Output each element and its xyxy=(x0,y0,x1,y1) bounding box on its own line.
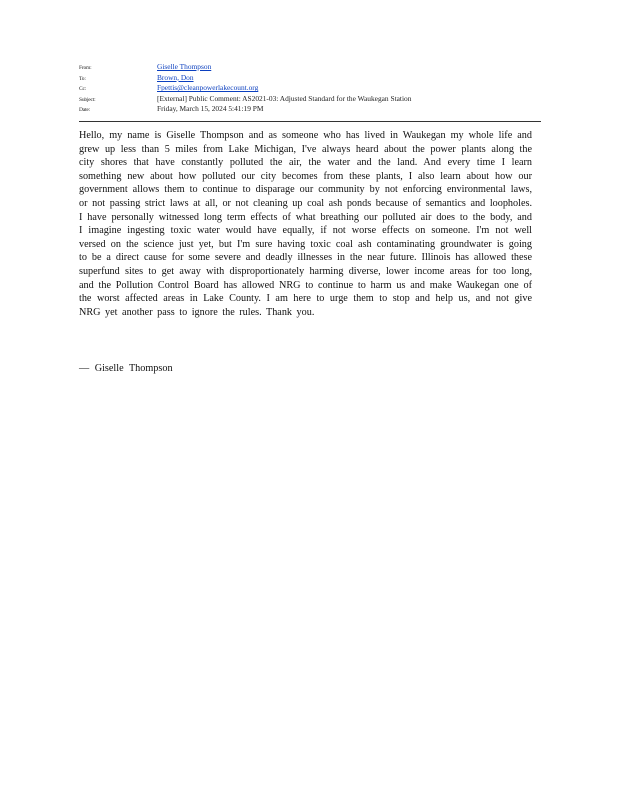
header-row-date xyxy=(79,104,541,115)
subject-label: Subject: xyxy=(79,96,96,103)
email-body: Hello, my name is Giselle Thompson and as someone who has lived in Waukegan my whole life and grew up less than 5 miles from Lake Michigan, I've always heard about the power plants along the city shores that have constantly polluted the air, the water and the land. And every time I learn something new about how polluted our city becomes from these plants, I also learn about how our government allows them to continue to disparage our community by not enforcing environmental laws, or not passing strict laws at all, or not cleaning up coal ash ponds because of semantics and loopholes. I have personally witnessed long term effects of what breathing our polluted air does to the body, and I imagine ingesting toxic water would have equally, if not worse effects on someone. I'm not well versed on the science just yet, but I'm sure having toxic coal ash contaminating groundwater is going to be a direct cause for some severe and deadly illnesses in the near future. Illinois has allowed these superfund sites to get away with disproportionately harming diverse, lower income areas for too long, and the Pollution Control Board has allowed NRG to continue to harm us and make Waukegan one of the worst affected areas in Lake County. I am here to urge them to stop and help us, and not give NRG yet another pass to ignore the rules. Thank you. xyxy=(79,130,532,318)
header-divider xyxy=(79,121,541,122)
subject-value: [External] Public Comment: AS2021-03: Adjusted Standard for the Waukegan Station xyxy=(157,93,412,103)
cc-label: Cc: xyxy=(79,86,87,93)
date-value: Friday, March 15, 2024 5:41:19 PM xyxy=(157,104,264,114)
header-row-to xyxy=(79,73,541,84)
header-row-from xyxy=(79,62,541,73)
header-row-subject xyxy=(79,94,541,105)
date-label: Date: xyxy=(79,107,90,114)
header-row-cc xyxy=(79,83,541,94)
to-label: To: xyxy=(79,75,86,82)
email-signature: — Giselle Thompson xyxy=(79,363,173,374)
email-headers xyxy=(79,62,541,115)
from-value-link[interactable]: Giselle Thompson xyxy=(157,62,212,71)
cc-value-link[interactable]: Fpettis@cleanpowerlakecount.org xyxy=(157,83,259,93)
from-label: From: xyxy=(79,65,92,71)
to-value-link[interactable]: Brown, Don xyxy=(157,72,194,82)
